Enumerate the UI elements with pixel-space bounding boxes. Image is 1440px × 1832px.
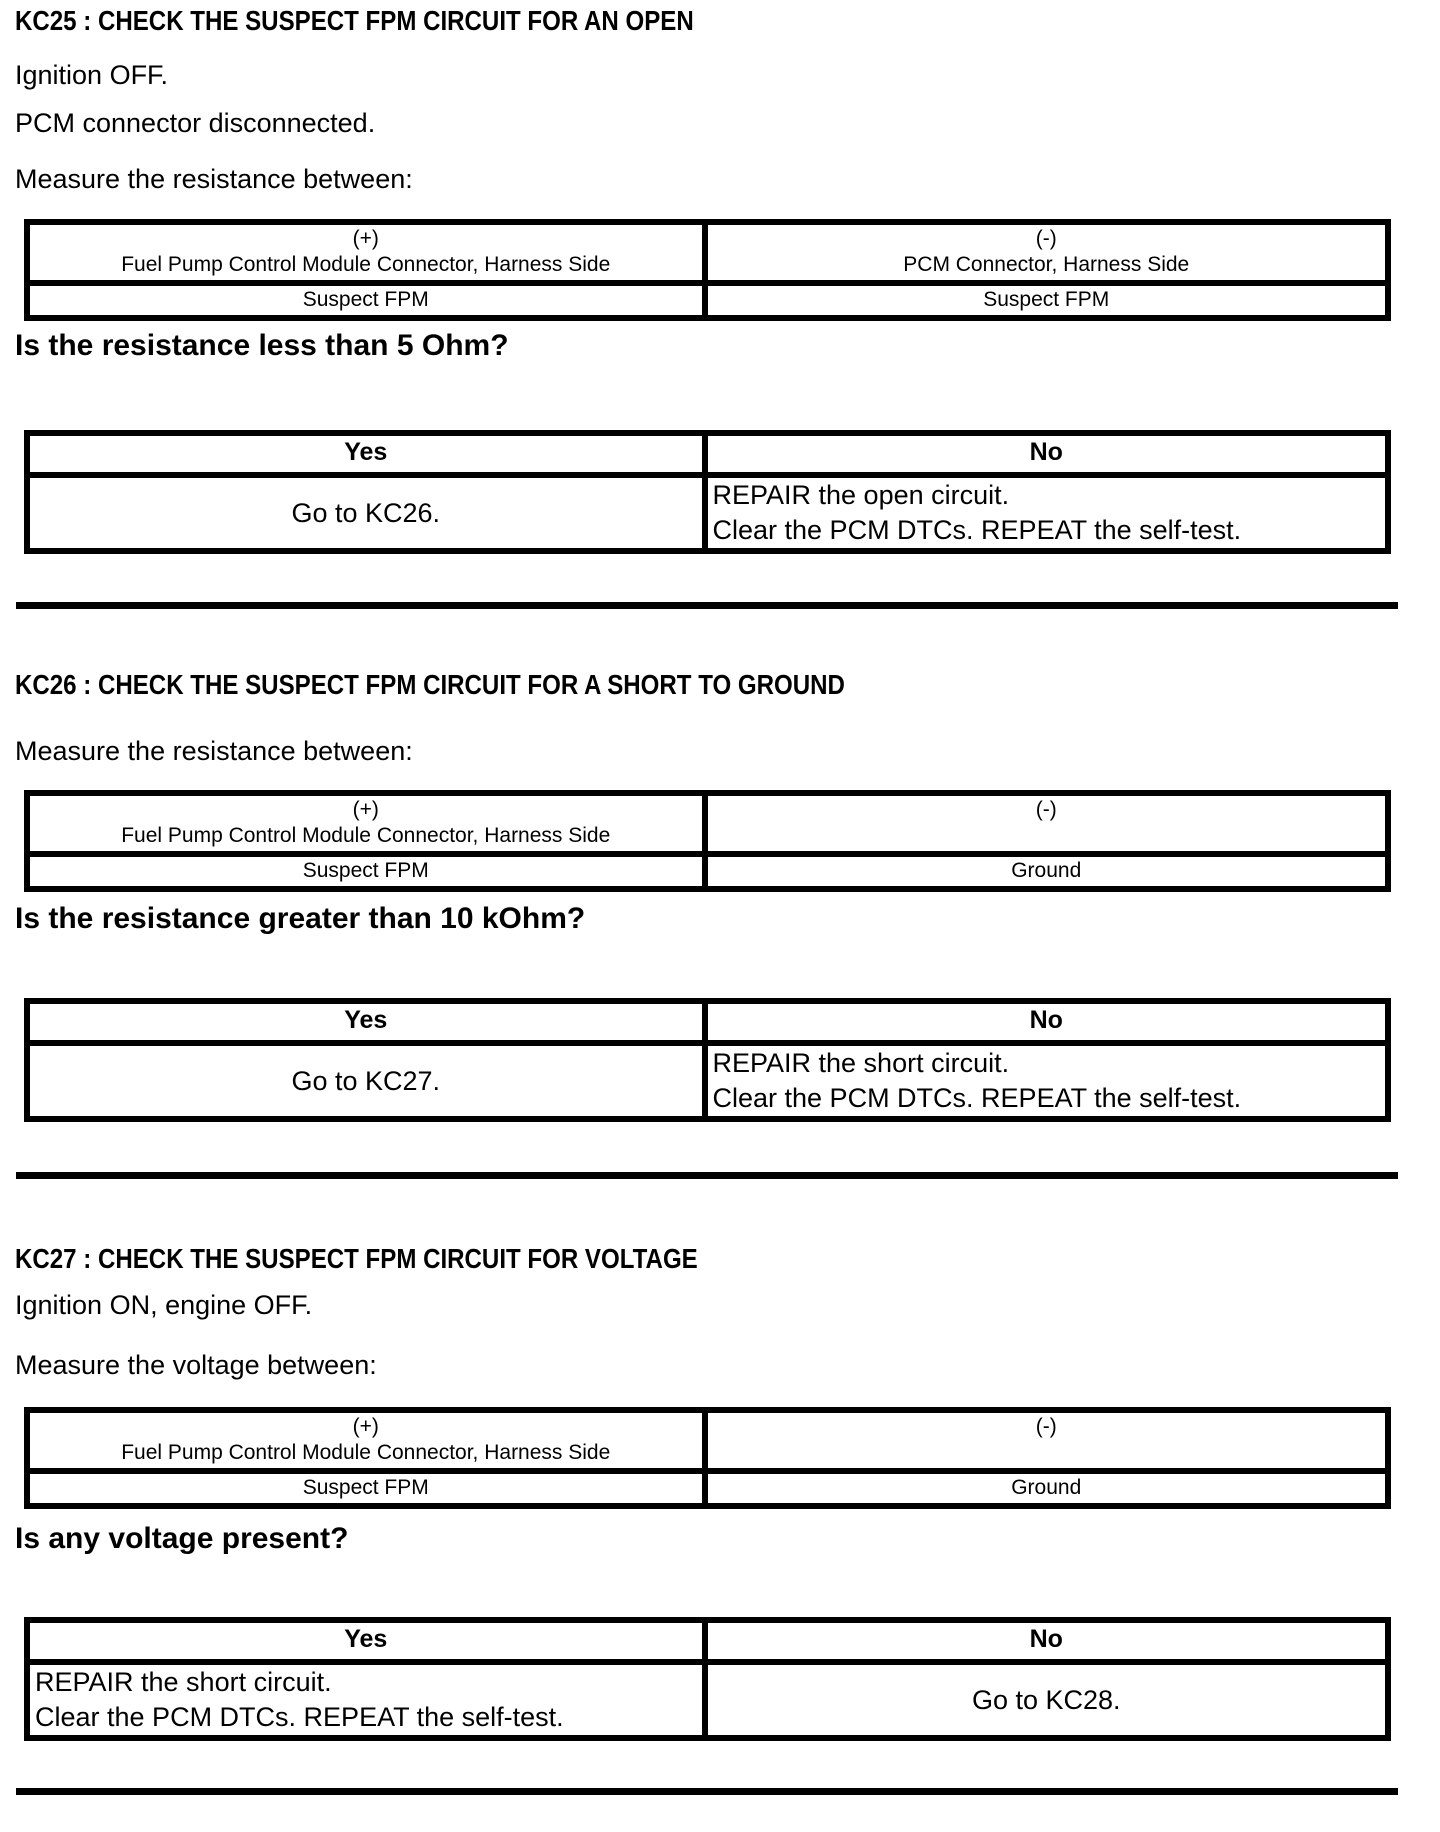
minus-pin-cell: Ground xyxy=(1011,1476,1082,1499)
plus-pin-cell: Suspect FPM xyxy=(30,286,708,315)
minus-terminal-header xyxy=(708,1413,1386,1474)
section-divider xyxy=(16,1172,1398,1179)
plus-connector-label: Fuel Pump Control Module Connector, Harness Side xyxy=(121,824,611,847)
no-action-cell xyxy=(708,1665,1386,1735)
yes-action-cell xyxy=(30,1046,708,1116)
no-header-cell: No xyxy=(708,1004,1386,1046)
plus-terminal-header xyxy=(30,1413,708,1474)
table-row xyxy=(30,1046,1385,1116)
minus-pin-cell: Suspect FPM xyxy=(983,288,1110,311)
minus-sign: (-) xyxy=(1035,798,1057,821)
plus-terminal-header xyxy=(30,796,708,857)
measure-table xyxy=(24,790,1391,892)
action-line: Go to KC26. xyxy=(291,497,441,528)
minus-terminal-header xyxy=(708,796,1386,857)
measure-instruction: Measure the resistance between: xyxy=(15,736,413,766)
section-title: KC25 : CHECK THE SUSPECT FPM CIRCUIT FOR AN OPEN xyxy=(15,5,694,36)
section-divider xyxy=(16,1788,1398,1795)
plus-sign: (+) xyxy=(352,227,379,250)
plus-pin-cell: Suspect FPM xyxy=(30,1474,708,1503)
decision-question: Is the resistance less than 5 Ohm? xyxy=(15,329,509,362)
measure-table xyxy=(24,219,1391,321)
action-line: REPAIR the open circuit. xyxy=(712,480,1010,510)
measure-table xyxy=(24,1407,1391,1509)
decision-question: Is the resistance greater than 10 kOhm? xyxy=(15,902,586,935)
table-row xyxy=(30,1474,1385,1503)
action-line: Go to KC28. xyxy=(971,1684,1121,1715)
yes-action-cell xyxy=(30,478,708,548)
action-line: REPAIR the short circuit. xyxy=(35,1667,332,1697)
section-kc27 xyxy=(15,1244,1440,1795)
plus-sign: (+) xyxy=(352,1415,379,1438)
table-row xyxy=(30,478,1385,548)
table-row xyxy=(30,1665,1385,1735)
decision-table xyxy=(24,998,1391,1122)
no-header-cell: No xyxy=(708,436,1386,478)
minus-connector-label: PCM Connector, Harness Side xyxy=(903,253,1190,276)
section-title: KC26 : CHECK THE SUSPECT FPM CIRCUIT FOR A SHORT TO GROUND xyxy=(15,669,845,700)
minus-terminal-header xyxy=(708,225,1386,286)
plus-connector-label: Fuel Pump Control Module Connector, Harness Side xyxy=(121,253,611,276)
action-line: Clear the PCM DTCs. REPEAT the self-test. xyxy=(712,1083,1242,1113)
table-row xyxy=(30,857,1385,886)
yes-header-cell: Yes xyxy=(30,1004,708,1046)
action-line: Clear the PCM DTCs. REPEAT the self-test. xyxy=(35,1702,564,1732)
plus-sign: (+) xyxy=(352,798,379,821)
plus-connector-label: Fuel Pump Control Module Connector, Harness Side xyxy=(121,1441,611,1464)
decision-question: Is any voltage present? xyxy=(15,1522,349,1555)
yes-header-cell: Yes xyxy=(30,1623,708,1665)
measure-instruction: Measure the resistance between: xyxy=(15,164,413,194)
pre-step: PCM connector disconnected. xyxy=(15,108,376,138)
no-header-cell: No xyxy=(708,1623,1386,1665)
no-action-cell xyxy=(708,1046,1386,1116)
pre-step: Ignition OFF. xyxy=(15,60,169,90)
section-kc26 xyxy=(15,670,1440,1179)
action-line: REPAIR the short circuit. xyxy=(712,1048,1010,1078)
minus-sign: (-) xyxy=(1035,227,1057,250)
section-divider xyxy=(16,602,1398,609)
plus-pin-cell: Suspect FPM xyxy=(30,857,708,886)
yes-action-cell xyxy=(30,1665,708,1735)
plus-terminal-header xyxy=(30,225,708,286)
measure-instruction: Measure the voltage between: xyxy=(15,1350,377,1380)
minus-pin-cell: Ground xyxy=(1011,859,1082,882)
yes-header-cell: Yes xyxy=(30,436,708,478)
action-line: Go to KC27. xyxy=(291,1065,441,1096)
table-row xyxy=(30,286,1385,315)
decision-table xyxy=(24,1617,1391,1741)
section-kc25 xyxy=(15,6,1440,609)
minus-sign: (-) xyxy=(1035,1415,1057,1438)
pre-step: Ignition ON, engine OFF. xyxy=(15,1290,313,1320)
action-line: Clear the PCM DTCs. REPEAT the self-test. xyxy=(712,515,1242,545)
section-title: KC27 : CHECK THE SUSPECT FPM CIRCUIT FOR VOLTAGE xyxy=(15,1243,698,1274)
no-action-cell xyxy=(708,478,1386,548)
decision-table xyxy=(24,430,1391,554)
